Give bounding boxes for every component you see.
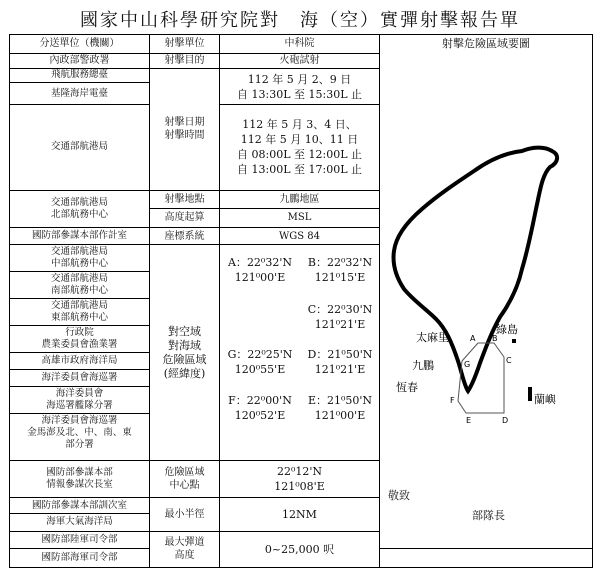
map-label-taimali: 太麻里 (416, 331, 449, 344)
unit-row: 國防部參謀本部作計室 (10, 227, 150, 245)
firing-unit-value: 中科院 (220, 35, 380, 54)
unit-row: 交通部航港局 北部航務中心 (10, 190, 150, 227)
firing-time-label: 射擊時間 (164, 130, 205, 142)
map-vertex-e: E (466, 416, 472, 425)
date2-line1: 112 年 5 月 3、4 日、 (242, 118, 357, 132)
map-label-lvdao: 綠島 (496, 323, 518, 336)
unit-row: 基隆海岸電臺 (10, 82, 150, 105)
unit-row: 交通部航港局 中部航務中心 (10, 245, 149, 272)
date2-line2: 112 年 5 月 10、11 日 (240, 133, 359, 147)
danger-zone-label: 對空域 對海域 危險區域 (經緯度) (150, 245, 220, 461)
lvdao-island (512, 339, 516, 343)
map-vertex-f: F (450, 396, 455, 405)
altitude-label: 高度起算 (150, 209, 220, 228)
page-title: 國家中山科學研究院對 海（空）實彈射擊報告單 (80, 10, 520, 31)
point-b: B：22⁰32'N 121⁰15'E (307, 256, 373, 285)
salute-text: 敬致 (388, 489, 410, 503)
unit-row: 國防部海軍司令部 (10, 549, 150, 568)
map-label-hengchun: 恆春 (396, 381, 418, 394)
lanyu-island (528, 387, 532, 401)
unit-row: 國防部參謀本部訓次室 (10, 498, 150, 514)
max-altitude-label: 最大彈道 高度 (150, 531, 220, 567)
map-vertex-d: D (502, 416, 509, 425)
unit-row: 交通部航港局 南部航務中心 (10, 272, 149, 299)
map-label-lanyu: 蘭嶼 (534, 393, 556, 406)
unit-row: 國防部參謀本部 情報參謀次長室 (10, 461, 150, 498)
notify-unit-header: 分送單位（機關） (10, 35, 150, 54)
unit-row: 飛航服務總臺 (10, 69, 150, 82)
danger-zone-points (220, 245, 380, 461)
point-a: A：22⁰32'N 121⁰00'E (227, 256, 292, 285)
map-vertex-b: B (492, 334, 498, 343)
map-vertex-g: G (464, 360, 471, 369)
min-radius-label: 最小半徑 (150, 498, 220, 531)
unit-row: 交通部航港局 (10, 105, 150, 190)
unit-row: 高雄市政府海洋局 (10, 353, 149, 370)
firing-unit-label: 射擊單位 (150, 35, 220, 54)
signature-cell (380, 489, 593, 568)
report-table (9, 34, 593, 568)
firing-location-label: 射擊地點 (150, 190, 220, 209)
point-f: F：22⁰00'N 120⁰52'E (228, 394, 292, 423)
date1-line1: 112 年 5 月 2、9 日 (247, 72, 352, 86)
center-point-label: 危險區域 中心點 (150, 461, 220, 498)
center-point-value: 22⁰12'N 121⁰08'E (220, 461, 380, 498)
date2-line4: 自 13:00L 至 17:00L 止 (237, 163, 362, 177)
point-e: E：21⁰50'N 121⁰00'E (307, 394, 373, 423)
unit-list (10, 245, 150, 461)
altitude-value: MSL (220, 209, 380, 228)
coord-system-value: WGS 84 (220, 227, 380, 245)
date2-line3: 自 08:00L 至 12:00L 止 (237, 148, 362, 162)
firing-purpose-label: 射擊目的 (150, 53, 220, 69)
point-c: C：22⁰30'N 121⁰21'E (307, 303, 373, 332)
taiwan-map (382, 51, 590, 461)
unit-row: 海軍大氣海洋局 (10, 514, 150, 532)
map-label-jiupeng: 九鵬 (412, 359, 434, 372)
unit-row: 交通部航港局 東部航務中心 (10, 299, 149, 326)
unit-row: 海洋委員會 海巡署艦隊分署 (10, 387, 149, 414)
min-radius-value: 12NM (220, 498, 380, 531)
map-vertex-a: A (470, 334, 476, 343)
firing-datetime-label (150, 69, 220, 190)
firing-date-block-1 (220, 69, 380, 105)
unit-row: 行政院 農業委員會漁業署 (10, 326, 149, 353)
commander-text: 部隊長 (472, 509, 505, 523)
taiwan-coastline (393, 148, 557, 391)
coord-system-label: 座標系統 (150, 227, 220, 245)
max-altitude-value: 0~25,000 呎 (220, 531, 380, 567)
unit-row: 內政部警政署 (10, 53, 150, 69)
point-d: D：21⁰50'N 121⁰21'E (307, 348, 373, 377)
firing-date-label: 射擊日期 (164, 117, 205, 129)
firing-location-value: 九鵬地區 (220, 190, 380, 209)
unit-row: 海洋委員會海巡署 (10, 370, 149, 387)
map-title: 射擊危險區域要圖 (442, 37, 530, 50)
map-cell (380, 35, 593, 549)
map-vertex-c: C (506, 356, 512, 365)
unit-row: 國防部陸軍司令部 (10, 531, 150, 549)
firing-date-block-2 (220, 105, 380, 190)
point-g: G：22⁰25'N 120⁰55'E (227, 348, 293, 377)
date1-line2: 自 13:30L 至 15:30L 止 (237, 87, 362, 101)
firing-purpose-value: 火砲試射 (220, 53, 380, 69)
unit-row: 海洋委員會海巡署 金馬澎及北、中、南、東 部分署 (27, 415, 132, 451)
